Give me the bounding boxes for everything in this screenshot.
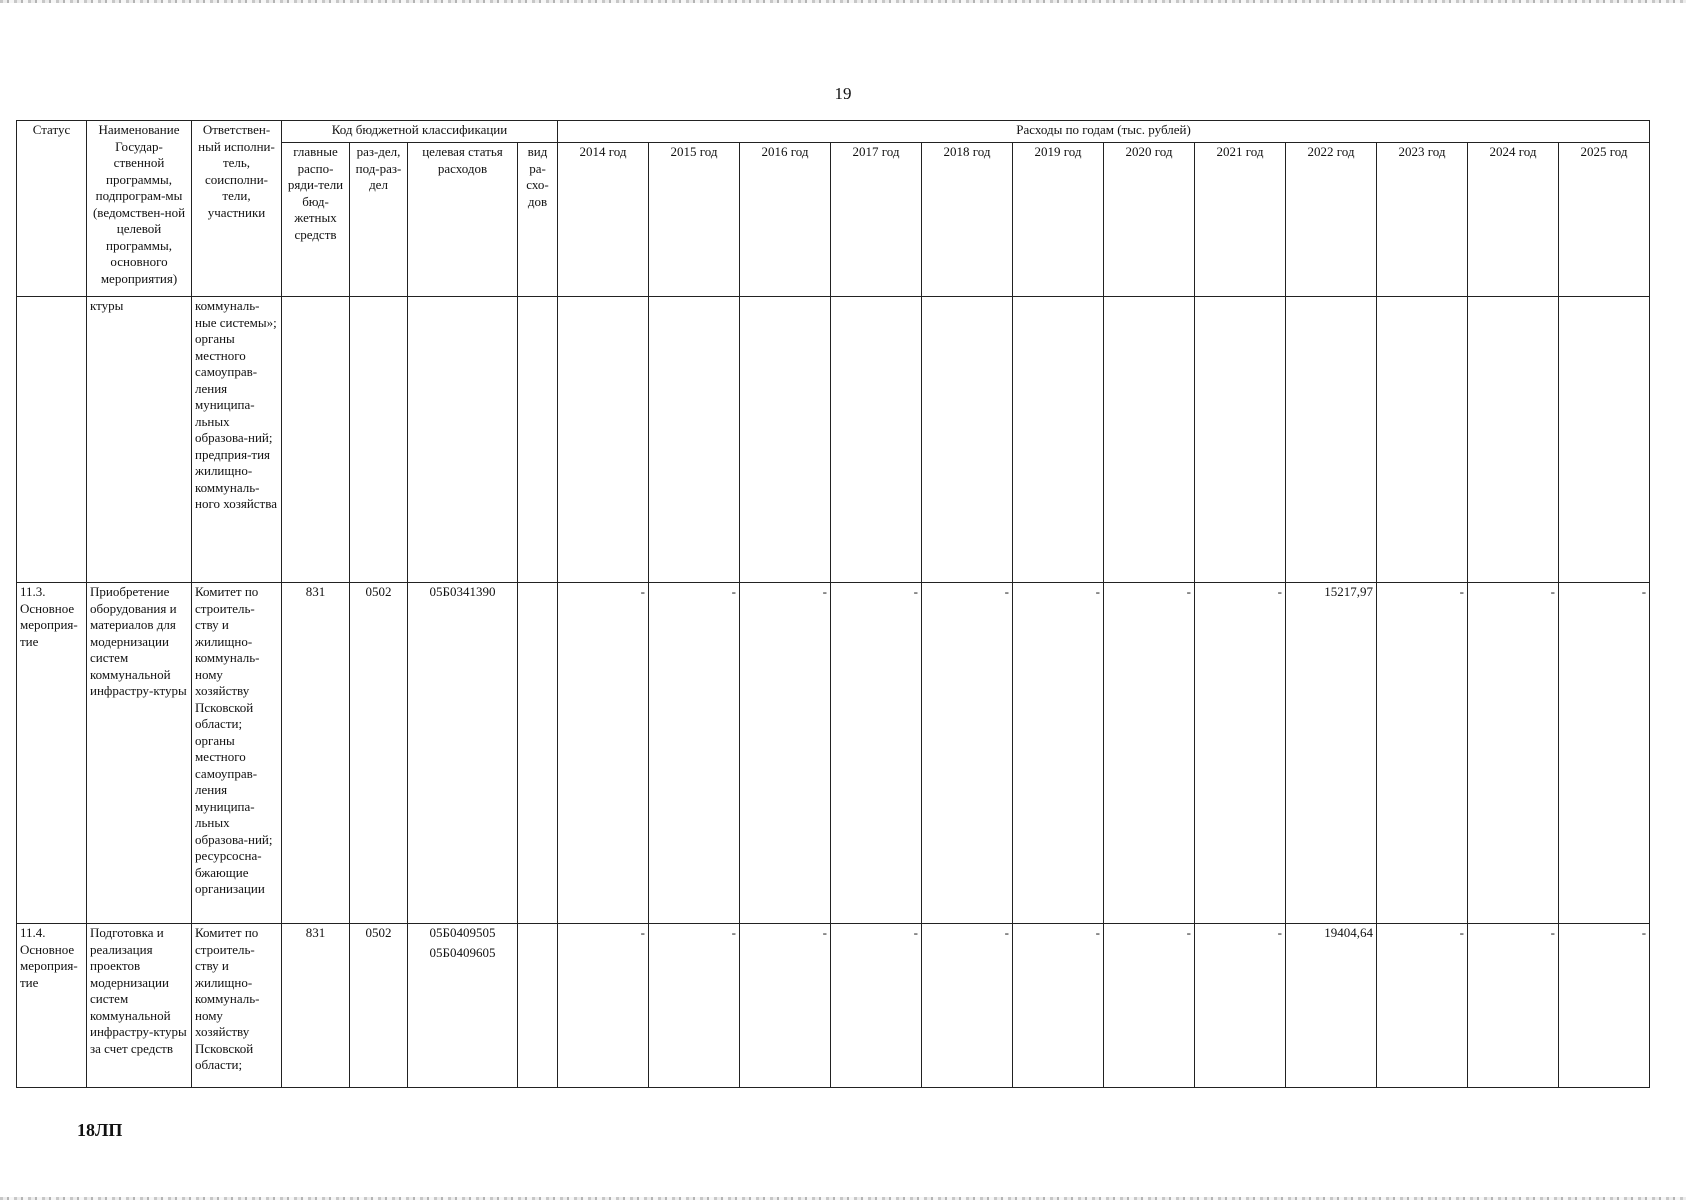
header-responsible: Ответствен-ный исполни-тель, соисполни-тели, участники xyxy=(192,121,282,297)
rzpr-cell: 0502 xyxy=(350,583,408,924)
responsible-cell: Комитет по строитель-ству и жилищно-коммуналь-ному хозяйству Псковской области; органы местного самоуправ-ления муниципа-льных образова-ний; ресурсосна-бжающие организации xyxy=(192,583,282,924)
header-status: Статус xyxy=(17,121,87,297)
year-value-cell: - xyxy=(740,924,831,1088)
vr-cell xyxy=(518,297,558,583)
year-value-cell: - xyxy=(1013,924,1104,1088)
header-grbs: главные распо-ряди-тели бюд-жетных средств xyxy=(282,143,350,297)
year-value-cell: - xyxy=(1195,583,1286,924)
status-cell: 11.3. Основное мероприя-тие xyxy=(17,583,87,924)
year-value-cell xyxy=(831,297,922,583)
year-value-cell: - xyxy=(649,924,740,1088)
budget-table xyxy=(16,120,1650,1088)
header-expenses: Расходы по годам (тыс. рублей) xyxy=(558,121,1650,143)
header-name: Наименование Государ-ственной программы, подпрограм-мы (ведомствен-ной целевой программы, основного мероприятия) xyxy=(87,121,192,297)
vr-cell xyxy=(518,583,558,924)
year-value-cell: - xyxy=(831,924,922,1088)
year-value-cell: - xyxy=(1468,583,1559,924)
year-value-cell xyxy=(1104,297,1195,583)
year-value-cell: - xyxy=(922,924,1013,1088)
header-year: 2016 год xyxy=(740,143,831,297)
table-row xyxy=(17,924,1650,1088)
header-year: 2015 год xyxy=(649,143,740,297)
year-value-cell xyxy=(1559,297,1650,583)
year-value-cell: - xyxy=(740,583,831,924)
header-budget-code: Код бюджетной классификации xyxy=(282,121,558,143)
header-year: 2021 год xyxy=(1195,143,1286,297)
year-value-cell: - xyxy=(1195,924,1286,1088)
csr-cell xyxy=(408,583,518,924)
responsible-cell: коммуналь-ные системы»; органы местного самоуправ-ления муниципа-льных образова-ний; предприя-тия жилищно-коммуналь-ного хозяйства xyxy=(192,297,282,583)
header-year: 2022 год xyxy=(1286,143,1377,297)
status-cell xyxy=(17,297,87,583)
header-year: 2020 год xyxy=(1104,143,1195,297)
name-cell: Подготовка и реализация проектов модернизации систем коммунальной инфрастру-ктуры за счет средств xyxy=(87,924,192,1088)
csr-code: 05Б0409605 xyxy=(429,944,496,960)
vr-cell xyxy=(518,924,558,1088)
year-value-cell: - xyxy=(558,583,649,924)
csr-cell xyxy=(408,297,518,583)
name-cell: Приобретение оборудования и материалов для модернизации систем коммунальной инфрастру-ктуры xyxy=(87,583,192,924)
year-value-cell xyxy=(1286,297,1377,583)
year-value-cell xyxy=(1468,297,1559,583)
header-year: 2018 год xyxy=(922,143,1013,297)
header-vr: вид ра-схо-дов xyxy=(518,143,558,297)
header-year: 2014 год xyxy=(558,143,649,297)
year-value-cell xyxy=(649,297,740,583)
year-value-cell: - xyxy=(1013,583,1104,924)
rzpr-cell xyxy=(350,297,408,583)
year-value-cell: - xyxy=(1377,924,1468,1088)
csr-cell xyxy=(408,924,518,1088)
header-year: 2019 год xyxy=(1013,143,1104,297)
year-value-cell: 19404,64 xyxy=(1286,924,1377,1088)
grbs-cell: 831 xyxy=(282,924,350,1088)
year-value-cell xyxy=(1195,297,1286,583)
rzpr-cell: 0502 xyxy=(350,924,408,1088)
footer-code: 18ЛП xyxy=(77,1120,123,1140)
scan-edge-top xyxy=(0,0,1686,3)
header-year: 2023 год xyxy=(1377,143,1468,297)
table-row xyxy=(17,297,1650,583)
year-value-cell: - xyxy=(831,583,922,924)
year-value-cell xyxy=(1377,297,1468,583)
year-value-cell xyxy=(922,297,1013,583)
table-row xyxy=(17,583,1650,924)
year-value-cell: - xyxy=(1104,583,1195,924)
year-value-cell: - xyxy=(649,583,740,924)
year-value-cell: - xyxy=(1104,924,1195,1088)
header-year: 2017 год xyxy=(831,143,922,297)
year-value-cell xyxy=(1013,297,1104,583)
header-rzpr: раз-дел, под-раз-дел xyxy=(350,143,408,297)
csr-code: 05Б0409505 xyxy=(429,925,496,940)
year-value-cell xyxy=(558,297,649,583)
year-value-cell: - xyxy=(558,924,649,1088)
year-value-cell: - xyxy=(1559,924,1650,1088)
csr-code: 05Б0341390 xyxy=(429,584,496,599)
status-cell: 11.4. Основное мероприя-тие xyxy=(17,924,87,1088)
responsible-cell: Комитет по строитель-ству и жилищно-коммуналь-ному хозяйству Псковской области; xyxy=(192,924,282,1088)
year-value-cell: - xyxy=(922,583,1013,924)
header-csr: целевая статья расходов xyxy=(408,143,518,297)
grbs-cell xyxy=(282,297,350,583)
name-cell: ктуры xyxy=(87,297,192,583)
year-value-cell: 15217,97 xyxy=(1286,583,1377,924)
year-value-cell: - xyxy=(1377,583,1468,924)
header-year: 2024 год xyxy=(1468,143,1559,297)
year-value-cell: - xyxy=(1468,924,1559,1088)
header-year: 2025 год xyxy=(1559,143,1650,297)
page-number: 19 xyxy=(834,84,852,103)
year-value-cell xyxy=(740,297,831,583)
year-value-cell: - xyxy=(1559,583,1650,924)
grbs-cell: 831 xyxy=(282,583,350,924)
